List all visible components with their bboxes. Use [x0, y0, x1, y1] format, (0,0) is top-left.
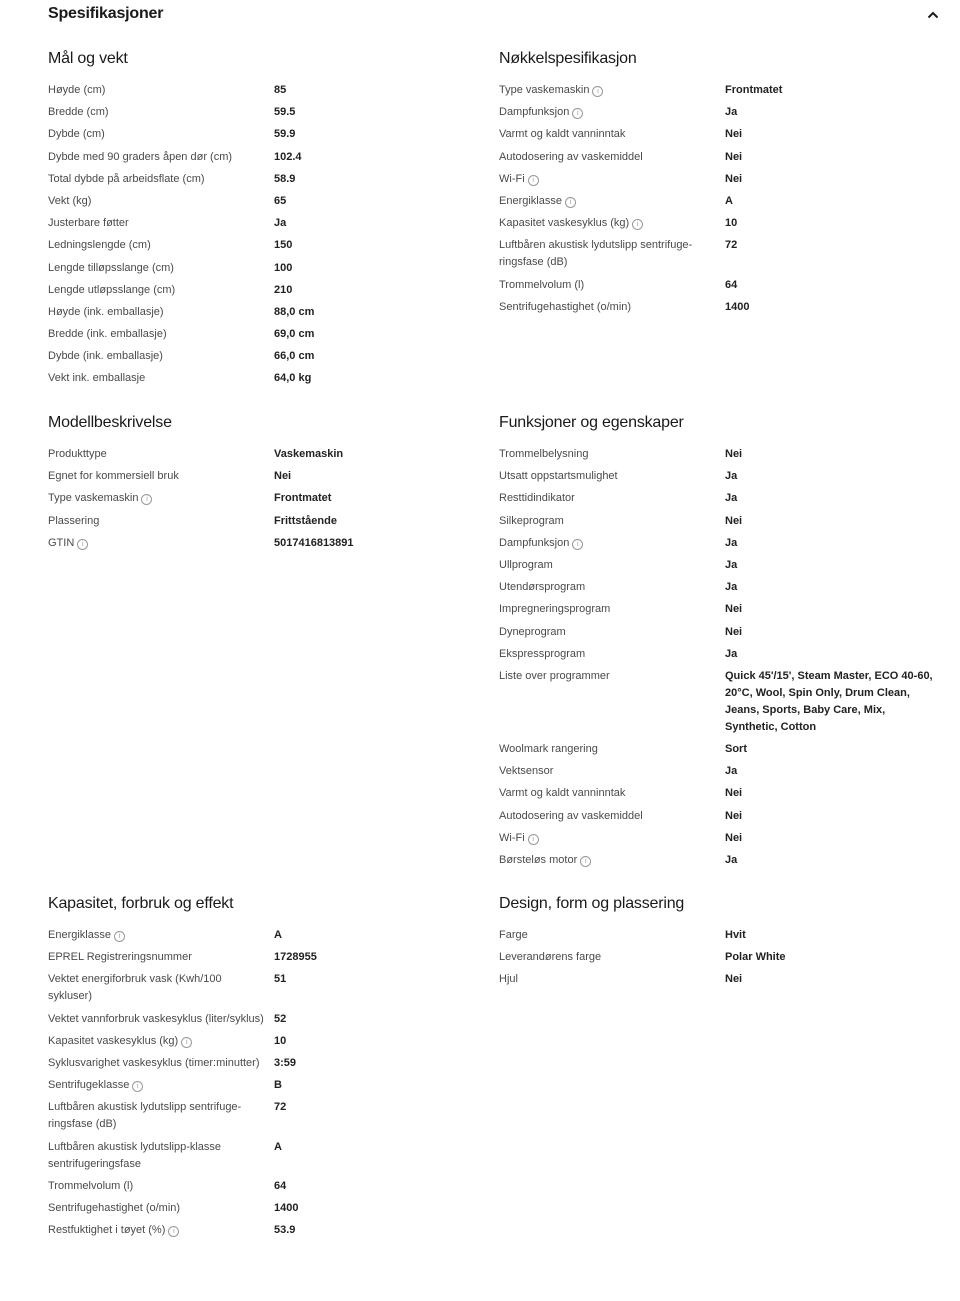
spec-row [48, 149, 488, 171]
spec-label [499, 763, 725, 780]
spec-row [48, 348, 488, 370]
section-mal-og-vekt [48, 48, 488, 393]
spec-value: 150 [274, 239, 293, 252]
spec-row [499, 126, 939, 148]
spec-label-text: Ekspressprogram [499, 647, 586, 660]
spec-value: A [725, 194, 733, 207]
spec-value: Ja [725, 765, 738, 778]
spec-label [499, 193, 725, 210]
chevron-up-icon [927, 11, 939, 19]
spec-label-text: Varmt og kaldt vanninntak [499, 787, 626, 800]
spec-row [499, 468, 939, 490]
spec-row [499, 646, 939, 668]
spec-row [499, 668, 939, 741]
spec-label [48, 949, 274, 966]
spec-row [499, 763, 939, 785]
spec-value: 72 [725, 239, 738, 252]
spec-value: 88,0 cm [274, 305, 315, 318]
spec-label [499, 490, 725, 507]
section-modellbeskrivelse [48, 412, 488, 557]
spec-label-text: Liste over programmer [499, 669, 610, 682]
spec-value: Nei [725, 809, 743, 822]
collapse-button[interactable] [922, 5, 944, 25]
spec-label [499, 446, 725, 463]
spec-label-text: Wi-Fi [499, 172, 525, 185]
spec-label-text: Produkttype [48, 448, 107, 460]
spec-row [48, 1033, 488, 1055]
spec-label [499, 126, 725, 143]
spec-label-text: Kapasitet vaskesyklus (kg) [48, 1034, 179, 1047]
spec-row [48, 326, 488, 348]
spec-label [48, 490, 274, 507]
spec-row [499, 971, 939, 993]
spec-row [48, 1055, 488, 1077]
info-icon[interactable]: i [528, 175, 539, 186]
info-icon[interactable]: i [592, 86, 603, 97]
spec-label [499, 741, 725, 758]
spec-label-text: Bredde (ink. emballasje) [48, 328, 167, 341]
spec-value: 65 [274, 194, 287, 207]
spec-value: Nei [725, 625, 743, 638]
spec-value: Nei [725, 514, 743, 527]
spec-row [48, 304, 488, 326]
spec-row [48, 1222, 488, 1244]
spec-value: Hvit [725, 929, 746, 941]
spec-row [499, 808, 939, 830]
spec-row [499, 579, 939, 601]
spec-value: Nei [725, 787, 743, 800]
spec-value: Nei [725, 172, 743, 185]
section-design-form-og-plassering [499, 893, 939, 994]
spec-label-text: Type vaskemaskin [499, 84, 590, 96]
spec-label [48, 1178, 274, 1195]
spec-row [48, 927, 488, 949]
spec-label-text: Sentrifugeklasse [48, 1079, 130, 1092]
info-icon[interactable]: i [572, 539, 583, 550]
section-funksjoner-og-egenskaper [499, 412, 939, 874]
spec-value: 64 [274, 1179, 287, 1192]
spec-label-text: Høyde (ink. emballasje) [48, 305, 164, 318]
spec-label [499, 82, 725, 99]
spec-label-text: Dybde med 90 graders åpen dør (cm) [48, 150, 233, 163]
spec-value: Nei [725, 603, 743, 616]
spec-label [499, 171, 725, 188]
spec-label [499, 468, 725, 485]
spec-label-text: Vektet vannforbruk vaskesyklus (liter/syklus) [48, 1012, 264, 1025]
spec-value: 64,0 kg [274, 372, 312, 385]
spec-label-text: Dampfunksjon [499, 106, 570, 119]
spec-label [48, 1099, 274, 1133]
spec-label [48, 104, 274, 121]
spec-value: 1400 [725, 300, 750, 313]
spec-row [499, 149, 939, 171]
spec-row [48, 1099, 488, 1138]
spec-value: 10 [725, 217, 738, 230]
info-icon[interactable]: i [528, 834, 539, 845]
spec-value: Nei [725, 831, 743, 844]
spec-label-text: EPREL Registreringsnummer [48, 951, 192, 964]
spec-label [48, 971, 274, 1005]
spec-value: Nei [725, 448, 743, 460]
spec-label [48, 82, 274, 99]
spec-label [48, 304, 274, 321]
spec-label-text: Ledningslengde (cm) [48, 239, 151, 252]
spec-value: Ja [725, 854, 738, 866]
spec-row [499, 949, 939, 971]
info-icon[interactable]: i [181, 1037, 192, 1048]
spec-label-text: Lengde utløpsslange (cm) [48, 283, 176, 296]
spec-label-text: Plassering [48, 514, 100, 527]
spec-row [48, 446, 488, 468]
spec-label-text: Kapasitet vaskesyklus (kg) [499, 217, 630, 230]
spec-label [499, 927, 725, 944]
spec-label [499, 215, 725, 232]
spec-label [48, 215, 274, 232]
info-icon[interactable]: i [580, 856, 591, 867]
spec-row [48, 535, 488, 557]
spec-row [499, 446, 939, 468]
spec-label-text: Høyde (cm) [48, 84, 106, 96]
spec-value: Nei [725, 150, 743, 163]
section-title: Mål og vekt [48, 50, 128, 67]
spec-value: 59.5 [274, 106, 296, 119]
spec-row [48, 1178, 488, 1200]
spec-label [48, 282, 274, 299]
spec-label-text: Impregneringsprogram [499, 603, 611, 616]
spec-value: Frontmatet [274, 492, 332, 505]
spec-label [499, 104, 725, 121]
spec-value: 100 [274, 261, 293, 274]
spec-label-text: Silkeprogram [499, 514, 564, 527]
spec-label-text: Wi-Fi [499, 831, 525, 844]
spec-row [499, 171, 939, 193]
section-title: Funksjoner og egenskaper [499, 414, 684, 431]
spec-label [48, 348, 274, 365]
spec-value: 5017416813891 [274, 536, 354, 549]
spec-value: 53.9 [274, 1224, 296, 1237]
spec-row [499, 830, 939, 852]
spec-value: Ja [725, 106, 738, 119]
spec-label-text: Woolmark rangering [499, 743, 598, 756]
spec-label-text: Trommelvolum (l) [499, 278, 585, 291]
info-icon[interactable]: i [572, 108, 583, 119]
spec-label [499, 513, 725, 530]
spec-row [499, 277, 939, 299]
spec-label-text: Egnet for kommersiell bruk [48, 470, 179, 483]
spec-label [499, 971, 725, 988]
spec-row [48, 971, 488, 1010]
spec-label [48, 326, 274, 343]
spec-value: 210 [274, 283, 293, 296]
spec-value: 66,0 cm [274, 350, 315, 363]
spec-label [499, 277, 725, 294]
spec-row [48, 260, 488, 282]
spec-value: 1728955 [274, 951, 317, 964]
spec-value: Quick 45'/15', Steam Master, ECO 40-60, 20°C, Wool, Spin Only, Drum Clean, Jeans, Sports, Baby Care, Mix, Synthetic, Cotton [725, 669, 933, 733]
spec-label-text: Justerbare føtter [48, 217, 129, 230]
spec-label-text: Vektsensor [499, 765, 554, 778]
spec-row [48, 215, 488, 237]
spec-label-text: Restfuktighet i tøyet (%) [48, 1224, 166, 1237]
spec-label-text: Luftbåren akustisk lydutslipp-klasse sentrifugeringsfase [48, 1140, 222, 1170]
spec-label-text: Bredde (cm) [48, 106, 109, 119]
spec-value: 52 [274, 1012, 287, 1025]
section-title: Nøkkelspesifikasjon [499, 50, 637, 67]
spec-row [48, 1011, 488, 1033]
spec-label [499, 785, 725, 802]
section-title: Design, form og plassering [499, 895, 685, 912]
spec-label [48, 927, 274, 944]
spec-label [499, 535, 725, 552]
spec-label-text: Leverandørens farge [499, 951, 602, 964]
spec-value: Nei [725, 128, 743, 141]
spec-value: 64 [725, 278, 738, 291]
spec-label [499, 579, 725, 596]
spec-value: Ja [725, 647, 738, 660]
spec-label-text: Resttidindikator [499, 492, 575, 505]
spec-label [499, 149, 725, 166]
spec-value: 85 [274, 84, 287, 96]
spec-label-text: Trommelbelysning [499, 448, 589, 460]
section-kapasitet-forbruk-og-effekt [48, 893, 488, 1244]
spec-label [48, 513, 274, 530]
spec-value: Ja [725, 470, 738, 483]
spec-row [48, 126, 488, 148]
spec-label-text: Total dybde på arbeidsflate (cm) [48, 172, 205, 185]
spec-label [48, 149, 274, 166]
spec-label-text: Vekt ink. emballasje [48, 372, 146, 385]
spec-label-text: Luftbåren akustisk lydutslipp sentrifuge-ringsfase (dB) [499, 239, 693, 269]
spec-label-text: Energiklasse [48, 929, 111, 941]
spec-label [499, 646, 725, 663]
spec-value: A [274, 929, 282, 941]
spec-value: Sort [725, 743, 747, 756]
spec-value: 72 [274, 1101, 287, 1114]
spec-label-text: Lengde tilløpsslange (cm) [48, 261, 174, 274]
spec-label [48, 237, 274, 254]
spec-value: 10 [274, 1034, 287, 1047]
info-icon[interactable]: i [565, 197, 576, 208]
spec-value: Frontmatet [725, 84, 783, 96]
spec-row [48, 949, 488, 971]
spec-label-text: Hjul [499, 973, 518, 986]
spec-label [48, 193, 274, 210]
spec-value: B [274, 1079, 282, 1092]
spec-row [499, 557, 939, 579]
spec-label-text: Sentrifugehastighet (o/min) [499, 300, 632, 313]
spec-label [499, 830, 725, 847]
spec-row [499, 624, 939, 646]
spec-value: Ja [725, 536, 738, 549]
spec-label-text: Ullprogram [499, 558, 553, 571]
spec-row [499, 82, 939, 104]
spec-value: Nei [725, 973, 743, 986]
spec-row [499, 535, 939, 557]
spec-label-text: Dybde (cm) [48, 128, 105, 141]
spec-label [48, 1055, 274, 1072]
spec-label-text: Dampfunksjon [499, 536, 570, 549]
spec-value: 3:59 [274, 1056, 297, 1069]
spec-row [48, 370, 488, 392]
info-icon[interactable]: i [168, 1226, 179, 1237]
spec-label [48, 1200, 274, 1217]
spec-label-text: GTIN [48, 536, 75, 549]
spec-label-text: Vektet energiforbruk vask (Kwh/100 sykluser) [48, 973, 222, 1003]
spec-label-text: Trommelvolum (l) [48, 1179, 134, 1192]
spec-row [48, 1077, 488, 1099]
spec-row [499, 215, 939, 237]
spec-value: Ja [725, 581, 738, 594]
spec-label-text: Farge [499, 929, 528, 941]
spec-row [48, 468, 488, 490]
spec-row [499, 741, 939, 763]
spec-label-text: Autodosering av vaskemiddel [499, 809, 643, 822]
spec-row [499, 490, 939, 512]
section-title: Modellbeskrivelse [48, 414, 172, 431]
spec-label [48, 1139, 274, 1173]
spec-label [48, 126, 274, 143]
spec-label [48, 468, 274, 485]
spec-header [0, 0, 960, 32]
spec-row [499, 104, 939, 126]
spec-row [499, 927, 939, 949]
spec-row [48, 1139, 488, 1178]
spec-label [499, 852, 725, 869]
spec-label-text: Dyneprogram [499, 625, 566, 638]
info-icon[interactable]: i [141, 494, 152, 505]
spec-value: Nei [274, 470, 292, 483]
spec-label [48, 1033, 274, 1050]
spec-label [48, 1077, 274, 1094]
spec-label-text: Utendørsprogram [499, 581, 586, 594]
spec-label [48, 260, 274, 277]
spec-label-text: Dybde (ink. emballasje) [48, 350, 163, 363]
spec-value: 51 [274, 973, 287, 986]
spec-row [499, 513, 939, 535]
spec-label-text: Vekt (kg) [48, 194, 92, 207]
spec-row [499, 299, 939, 321]
spec-value: Polar White [725, 951, 786, 964]
spec-label-text: Syklusvarighet vaskesyklus (timer:minutter) [48, 1056, 260, 1069]
spec-label [499, 808, 725, 825]
spec-value: Ja [274, 217, 287, 230]
spec-label [499, 949, 725, 966]
page-title: Spesifikasjoner [48, 5, 164, 22]
spec-label [499, 624, 725, 641]
info-icon[interactable]: i [77, 539, 88, 550]
spec-row [48, 82, 488, 104]
spec-label-text: Børsteløs motor [499, 854, 578, 866]
spec-label [499, 601, 725, 618]
spec-value: 58.9 [274, 172, 296, 185]
spec-value: 59.9 [274, 128, 296, 141]
spec-row [48, 171, 488, 193]
spec-label [499, 237, 725, 271]
spec-label-text: Utsatt oppstartsmulighet [499, 470, 618, 483]
spec-label [48, 446, 274, 463]
spec-row [48, 193, 488, 215]
info-icon[interactable]: i [632, 219, 643, 230]
spec-value: A [274, 1140, 282, 1153]
spec-row [48, 237, 488, 259]
spec-label [499, 557, 725, 574]
spec-label [48, 370, 274, 387]
spec-label-text: Type vaskemaskin [48, 492, 139, 505]
spec-label [48, 171, 274, 188]
spec-row [499, 852, 939, 874]
spec-value: Vaskemaskin [274, 448, 344, 460]
spec-row [48, 513, 488, 535]
info-icon[interactable]: i [132, 1081, 143, 1092]
spec-row [499, 193, 939, 215]
spec-row [48, 104, 488, 126]
spec-label [48, 1011, 274, 1028]
spec-value: 102.4 [274, 150, 302, 163]
spec-label-text: Autodosering av vaskemiddel [499, 150, 643, 163]
spec-label [499, 668, 725, 736]
info-icon[interactable]: i [114, 931, 125, 942]
spec-value: Frittstående [274, 514, 337, 527]
spec-row [48, 490, 488, 512]
spec-label-text: Luftbåren akustisk lydutslipp sentrifuge-ringsfase (dB) [48, 1101, 242, 1131]
section-nokkelspesifikasjon [499, 48, 939, 321]
spec-label-text: Varmt og kaldt vanninntak [499, 128, 626, 141]
spec-row [499, 601, 939, 623]
spec-row [48, 282, 488, 304]
spec-value: Ja [725, 558, 738, 571]
spec-value: 1400 [274, 1201, 299, 1214]
spec-label [48, 535, 274, 552]
spec-row [499, 785, 939, 807]
spec-value: Ja [725, 492, 738, 505]
spec-label-text: Energiklasse [499, 194, 562, 207]
section-title: Kapasitet, forbruk og effekt [48, 895, 234, 912]
spec-label [499, 299, 725, 316]
spec-row [48, 1200, 488, 1222]
spec-value: 69,0 cm [274, 328, 315, 341]
spec-label [48, 1222, 274, 1239]
spec-label-text: Sentrifugehastighet (o/min) [48, 1201, 181, 1214]
spec-row [499, 237, 939, 276]
